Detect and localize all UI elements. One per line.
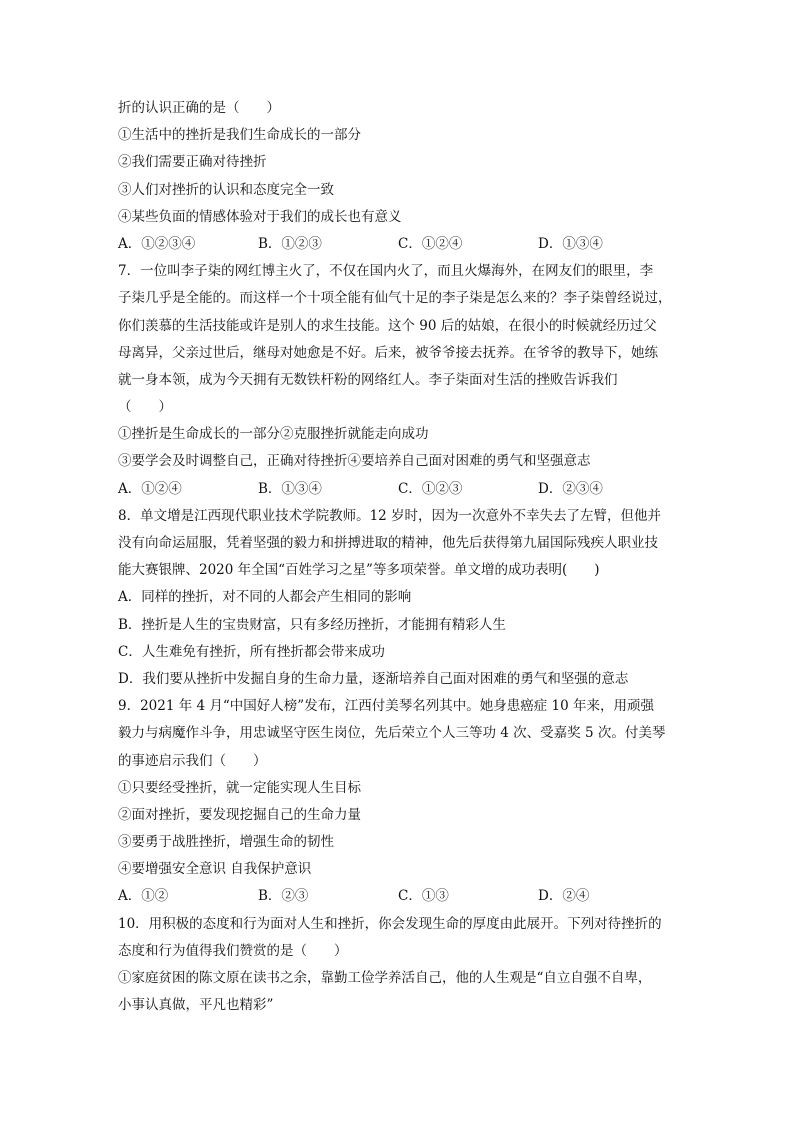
question-stem-line: 母离异，父亲过世后，继母对她愈是不好。后来，被爷爷接去抚养。在爷爷的教导下，她练 xyxy=(118,344,658,361)
option-c: C．人生难免有挫折，所有挫折都会带来成功 xyxy=(118,643,385,660)
option-d: D．①③④ xyxy=(538,235,603,252)
question-10 xyxy=(118,911,678,1020)
question-stem-line: 没有向命运屈服，凭着坚强的毅力和拼搏进取的精神，他先后获得第九届国际残疾人职业技 xyxy=(118,535,658,551)
option-c: C．①②③ xyxy=(398,480,463,497)
question-6 xyxy=(118,95,678,258)
question-stem-line: 10．用积极的态度和行为面对人生和挫折，你会发现生命的厚度由此展开。下列对待挫折的 xyxy=(118,915,662,932)
option-a: A．①②④ xyxy=(118,480,182,497)
question-8 xyxy=(118,503,678,693)
option-d: D．我们要从挫折中发掘自身的生命力量，逐渐培养自己面对困难的勇气和坚强的意志 xyxy=(118,670,629,687)
question-stem-line: 7．一位叫李子柒的网红博主火了，不仅在国内火了，而且火爆海外，在网友们的眼里，李 xyxy=(118,263,654,280)
question-7 xyxy=(118,258,678,503)
statement-item: ③要学会及时调整自己，正确对待挫折④要培养自己面对困难的勇气和坚强意志 xyxy=(118,453,591,470)
question-stem-line: 8．单文增是江西现代职业技术学院教师。12 岁时，因为一次意外不幸失去了左臂，但他并 xyxy=(118,507,662,524)
statement-item: ①生活中的挫折是我们生命成长的一部分 xyxy=(118,127,361,144)
statement-item: ①家庭贫困的陈文原在读书之余，靠勤工俭学养活自己，他的人生观是“自立自强不自卑， xyxy=(118,970,652,986)
statement-item: ③人们对挫折的认识和态度完全一致 xyxy=(118,181,334,198)
question-stem: 折的认识正确的是（ ） xyxy=(118,100,280,116)
option-b: B．②③ xyxy=(258,888,309,905)
option-d: D．②④ xyxy=(538,888,590,905)
question-stem-line: 毅力与病魔作斗争，用忠诚坚守医生岗位，先后荣立个人三等功 4 次、受嘉奖 5 次。付美琴 xyxy=(118,725,666,742)
statement-item: ①挫折是生命成长的一部分②克服挫折就能走向成功 xyxy=(118,426,429,443)
statement-item: 小事认真做，平凡也精彩” xyxy=(118,997,274,1014)
statement-item: ①只要经受挫折，就一定能实现人生目标 xyxy=(118,779,361,796)
question-stem-line: 的事迹启示我们（ ） xyxy=(118,752,267,769)
statement-item: ②我们需要正确对待挫折 xyxy=(118,154,267,171)
option-c: C．①②④ xyxy=(398,235,463,252)
question-9 xyxy=(118,693,678,911)
option-b: B．①③④ xyxy=(258,480,322,497)
option-d: D．②③④ xyxy=(538,480,603,497)
option-c: C．①③ xyxy=(398,888,449,905)
statement-item: ④要增强安全意识 自我保护意识 xyxy=(118,861,312,878)
option-a: A．①②③④ xyxy=(118,235,196,252)
question-stem-line: 就一身本领，成为今天拥有无数铁杆粉的网络红人。李子柒面对生活的挫败告诉我们 xyxy=(118,371,618,388)
option-a: A．同样的挫折，对不同的人都会产生相同的影响 xyxy=(118,589,412,606)
question-stem-line: 9．2021 年 4 月“中国好人榜”发布，江西付美琴名列其中。她身患癌症 10 年来，用顽强 xyxy=(118,698,654,715)
question-stem-line: （ ） xyxy=(118,399,172,416)
option-b: B．①②③ xyxy=(258,235,322,252)
answer-options xyxy=(118,883,678,910)
option-b: B．挫折是人生的宝贵财富，只有多经历挫折，才能拥有精彩人生 xyxy=(118,616,506,633)
statement-item: ②面对挫折，要发现挖掘自己的生命力量 xyxy=(118,806,361,823)
page-content xyxy=(118,95,678,1019)
question-stem-line: 你们羡慕的生活技能或许是别人的求生技能。这个 90 后的姑娘，在很小的时候就经历过父 xyxy=(118,317,657,334)
option-a: A．①② xyxy=(118,888,169,905)
question-stem-line: 子柒几乎是全能的。而这样一个十项全能有仙气十足的李子柒是怎么来的？李子柒曾经说过， xyxy=(118,290,672,307)
answer-options xyxy=(118,476,678,503)
statement-item: ④某些负面的情感体验对于我们的成长也有意义 xyxy=(118,208,402,225)
question-stem-line: 态度和行为值得我们赞赏的是（ ） xyxy=(118,942,348,959)
statement-item: ③要勇于战胜挫折，增强生命的韧性 xyxy=(118,834,334,851)
answer-options xyxy=(118,231,678,258)
question-stem-line: 能大赛银牌、2020 年全国“百姓学习之星”等多项荣誉。单文增的成功表明( ) xyxy=(118,562,600,579)
